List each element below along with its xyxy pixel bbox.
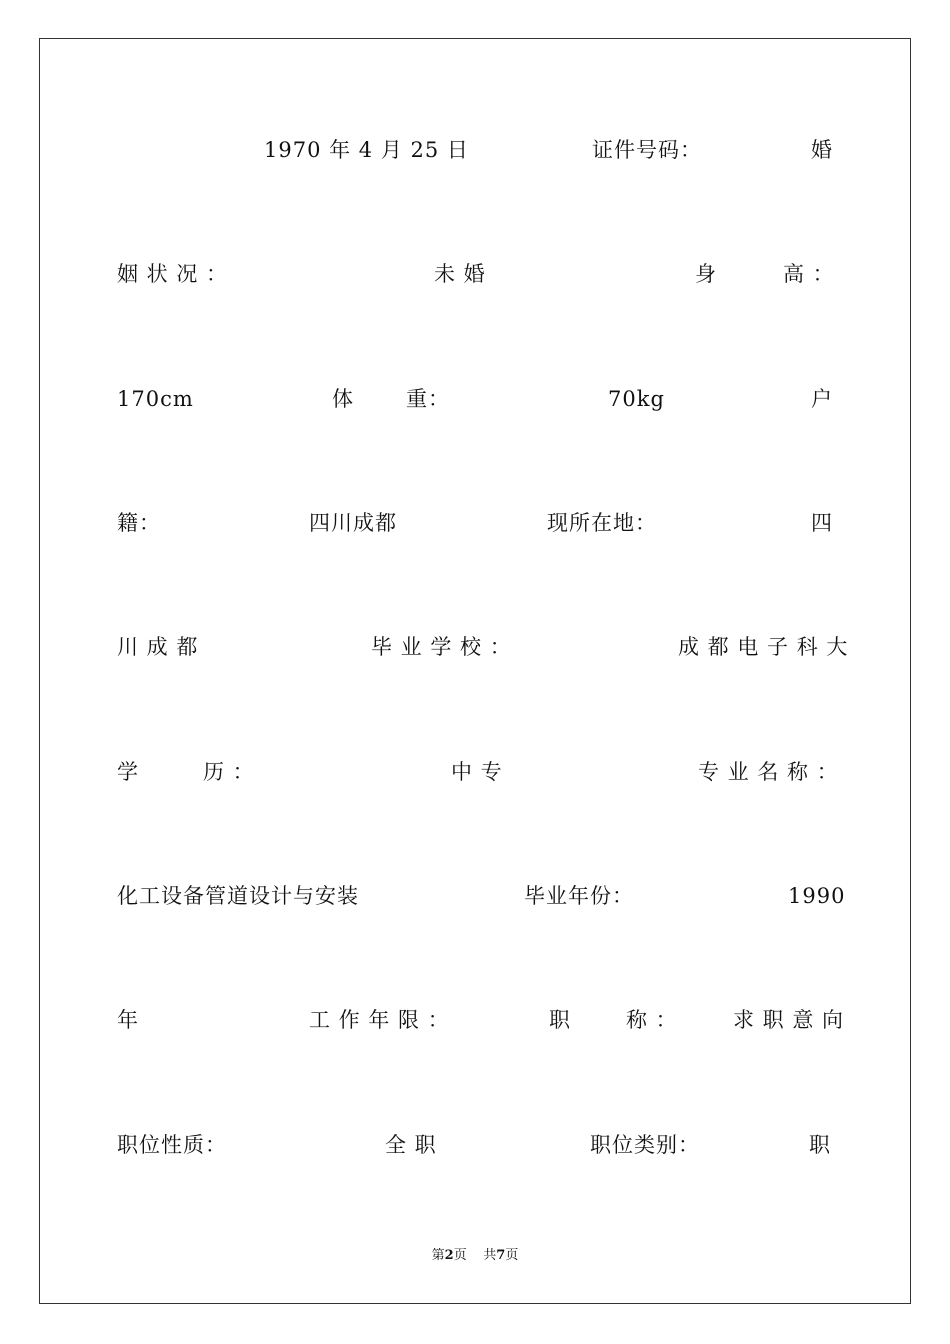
height-value: 170cm [117, 387, 194, 411]
hometown-value: 四川成都 [309, 511, 397, 535]
job-nature-value: 全 职 [385, 1133, 437, 1157]
job-category-label: 职位类别： [590, 1133, 700, 1157]
text-line-9 [0, 1130, 950, 1160]
major-label: 专 业 名 称 ： [698, 760, 839, 784]
weight-value: 70kg [608, 387, 665, 411]
total-pages: 7 [496, 1248, 506, 1263]
text-line-1 [0, 135, 950, 165]
birth-date-value: 1970 年 4 月 25 日 [264, 138, 469, 162]
page-border [39, 38, 911, 1304]
height-label-part1: 身 [695, 262, 717, 286]
id-number-label: 证件号码： [592, 138, 702, 162]
text-line-4 [0, 508, 950, 538]
marital-status-label-start: 婚 [811, 138, 833, 162]
education-value: 中 专 [451, 760, 503, 784]
total-prefix: 共 [483, 1248, 497, 1263]
title-label-part2: 称 ： [626, 1008, 678, 1032]
page-number: 2 [444, 1248, 454, 1263]
hometown-label-start: 户 [811, 387, 833, 411]
hometown-label-end: 籍： [117, 511, 161, 535]
marital-status-value: 未 婚 [434, 262, 486, 286]
text-line-3 [0, 384, 950, 414]
page-footer [0, 1246, 950, 1266]
job-category-value-start: 职 [809, 1133, 831, 1157]
graduation-year-unit: 年 [117, 1008, 139, 1032]
text-line-5 [0, 632, 950, 662]
education-label-part1: 学 [117, 760, 139, 784]
major-value: 化工设备管道设计与安装 [117, 884, 359, 908]
graduate-school-value: 成 都 电 子 科 大 [678, 635, 849, 659]
page-prefix: 第 [431, 1248, 445, 1263]
height-label-part2: 高 ： [783, 262, 835, 286]
job-intention-heading: 求 职 意 向 [733, 1008, 845, 1032]
job-nature-label: 职位性质： [117, 1133, 227, 1157]
current-location-value-end: 川 成 都 [117, 635, 199, 659]
text-line-6 [0, 757, 950, 787]
graduation-year-value: 1990 [788, 884, 846, 908]
page-suffix: 页 [453, 1248, 467, 1263]
text-line-7 [0, 881, 950, 911]
current-location-value-start: 四 [811, 511, 833, 535]
marital-status-label-end: 姻 状 况 ： [117, 262, 229, 286]
work-years-label: 工 作 年 限 ： [309, 1008, 450, 1032]
graduation-year-label: 毕业年份： [524, 884, 634, 908]
text-line-2 [0, 259, 950, 289]
graduate-school-label: 毕 业 学 校 ： [371, 635, 512, 659]
total-suffix: 页 [505, 1248, 519, 1263]
text-line-8 [0, 1005, 950, 1035]
weight-label-part2: 重： [406, 387, 450, 411]
education-label-part2: 历 ： [203, 760, 255, 784]
title-label-part1: 职 [549, 1008, 571, 1032]
weight-label-part1: 体 [332, 387, 354, 411]
current-location-label: 现所在地： [547, 511, 657, 535]
